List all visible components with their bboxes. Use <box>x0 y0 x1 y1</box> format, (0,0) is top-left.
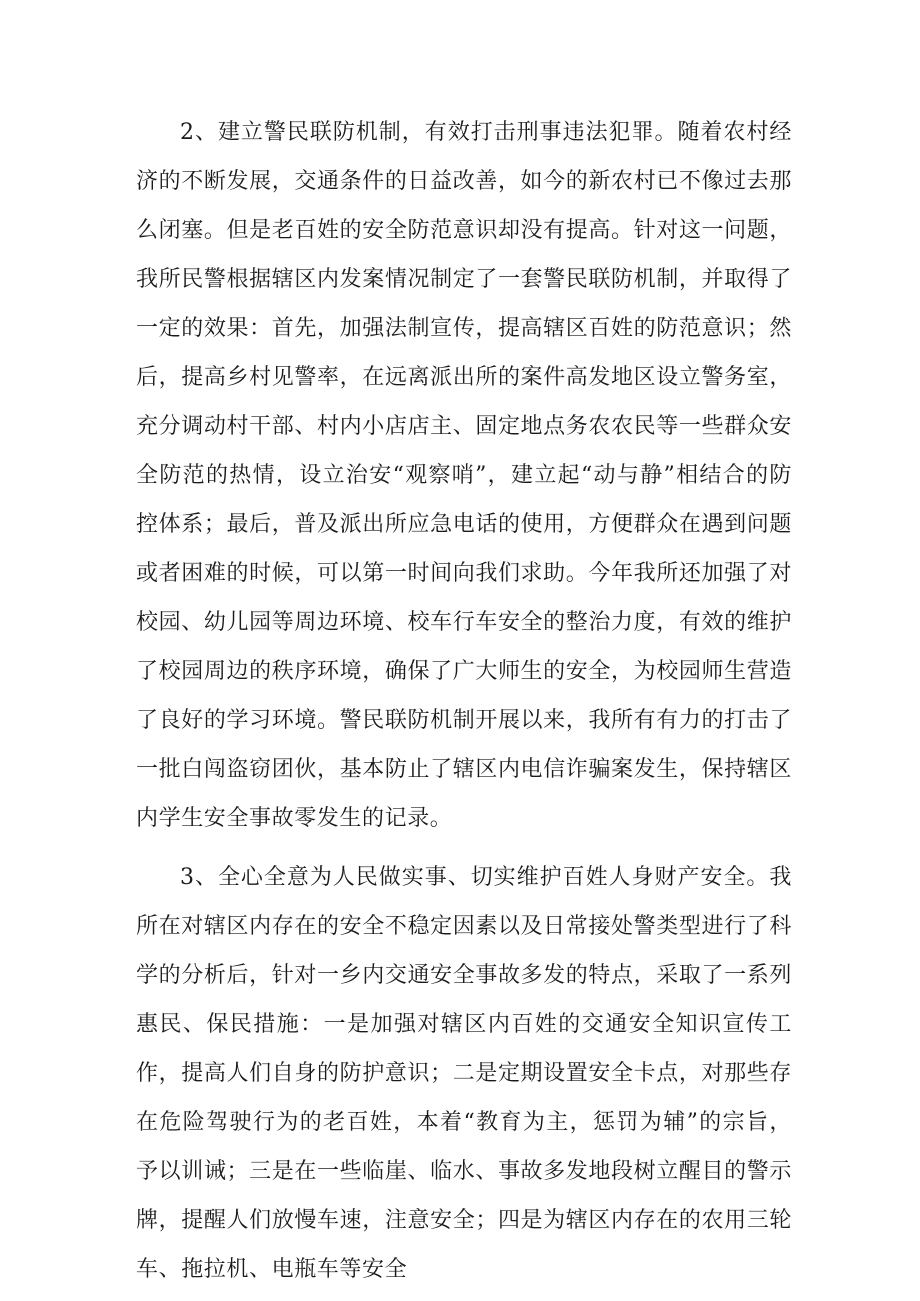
paragraph-police-civilian-joint-defense: 2、建立警民联防机制，有效打击刑事违法犯罪。随着农村经济的不断发展，交通条件的日益改善，如今的新农村已不像过去那么闭塞。但是老百姓的安全防范意识却没有提高。针对这一问题，我所民警根据辖区内发案情况制定了一套警民联防机制，并取得了一定的效果：首先，加强法制宣传，提高辖区百姓的防范意识；然后，提高乡村见警率，在远离派出所的案件高发地区设立警务室，充分调动村干部、村内小店店主、固定地点务农农民等一些群众安全防范的热情，设立治安“观察哨”，建立起“动与静”相结合的防控体系；最后，普及派出所应急电话的使用，方便群众在遇到问题或者困难的时候，可以第一时间向我们求助。今年我所还加强了对校园、幼儿园等周边环境、校车行车安全的整治力度，有效的维护了校园周边的秩序环境，确保了广大师生的安全，为校园师生营造了良好的学习环境。警民联防机制开展以来，我所有有力的打击了一批白闯盗窃团伙，基本防止了辖区内电信诈骗案发生，保持辖区内学生安全事故零发生的记录。 <box>136 120 792 831</box>
paragraph-serve-the-people: 3、全心全意为人民做实事、切实维护百姓人身财产安全。我所在对辖区内存在的安全不稳定因素以及日常接处警类型进行了科学的分析后，针对一乡内交通安全事故多发的特点，采取了一系列惠民、保民措施：一是加强对辖区内百姓的交通安全知识宣传工作，提高人们自身的防护意识；二是定期设置安全卡点，对那些存在危险驾驶行为的老百姓，本着“教育为主，惩罚为辅”的宗旨，予以训诫；三是在一些临崖、临水、事故多发地段树立醒目的警示牌，提醒人们放慢车速，注意安全；四是为辖区内存在的农用三轮车、拖拉机、电瓶车等安全 <box>136 865 792 1282</box>
document-page <box>136 108 792 1294</box>
